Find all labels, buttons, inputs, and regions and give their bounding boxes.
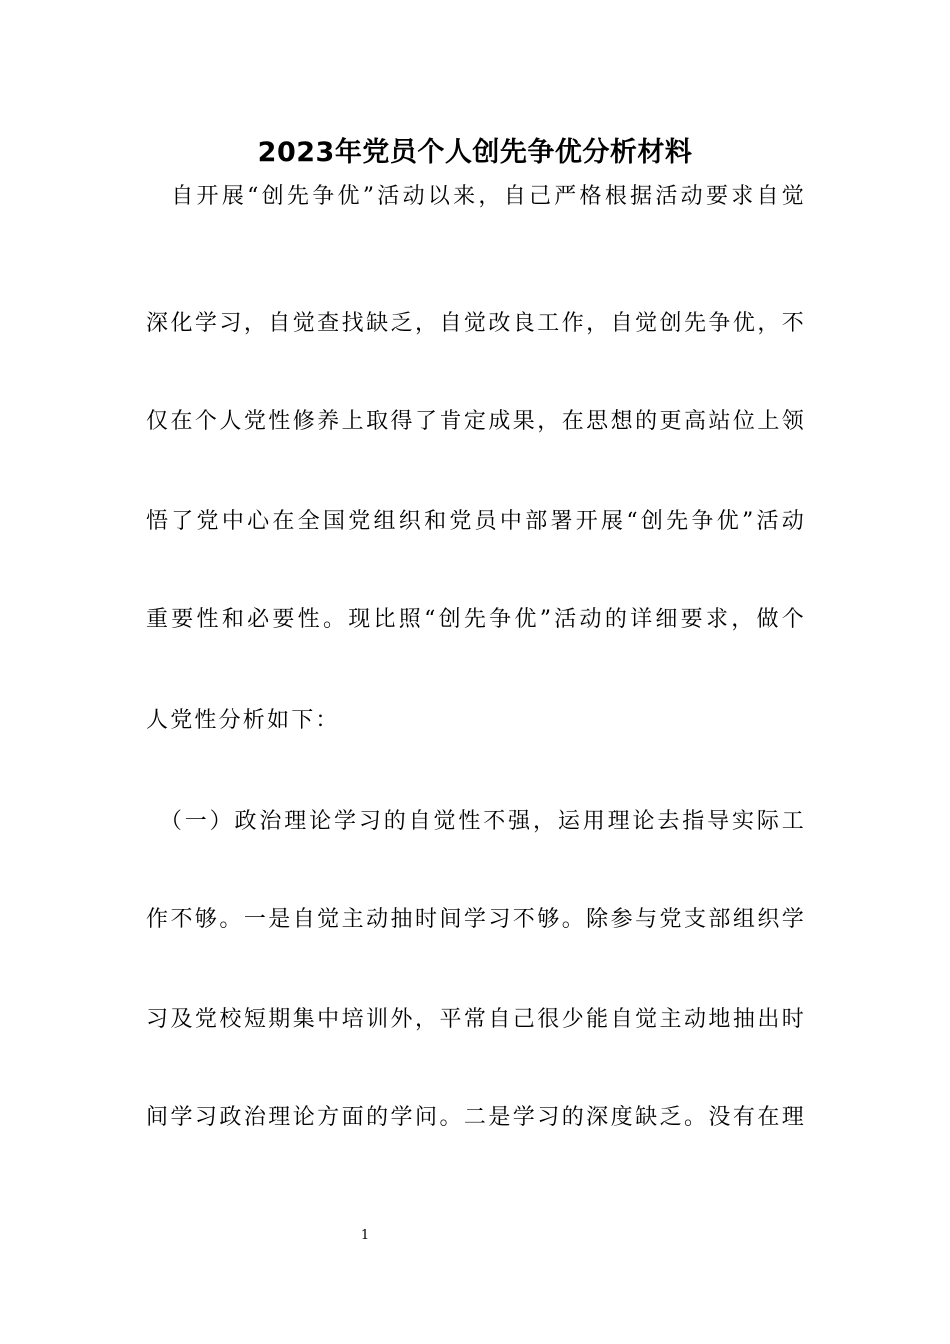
paragraph-line-6: 人党性分析如下： bbox=[146, 708, 340, 733]
paragraph-line-2: 深化学习，自觉查找缺乏，自觉改良工作，自觉创先争优，不 bbox=[146, 311, 806, 336]
paragraph-line-3: 仅在个人党性修养上取得了肯定成果，在思想的更高站位上领 bbox=[146, 409, 806, 434]
paragraph-line-5: 重要性和必要性。现比照“创先争优”活动的详细要求，做个 bbox=[146, 607, 806, 632]
paragraph-line-7: （一）政治理论学习的自觉性不强，运用理论去指导实际工 bbox=[146, 809, 806, 834]
page-number: 1 bbox=[360, 1228, 370, 1243]
paragraph-line-9: 习及党校短期集中培训外，平常自己很少能自觉主动地抽出时 bbox=[146, 1007, 806, 1032]
paragraph-line-10: 间学习政治理论方面的学问。二是学习的深度缺乏。没有在理 bbox=[146, 1105, 806, 1130]
paragraph-line-1: 自开展“创先争优”活动以来，自己严格根据活动要求自觉 bbox=[146, 184, 806, 209]
paragraph-line-8: 作不够。一是自觉主动抽时间学习不够。除参与党支部组织学 bbox=[146, 907, 806, 932]
paragraph-line-4: 悟了党中心在全国党组织和党员中部署开展“创先争优”活动 bbox=[146, 509, 806, 534]
document-title: 2023年党员个人创先争优分析材料 bbox=[257, 137, 693, 168]
